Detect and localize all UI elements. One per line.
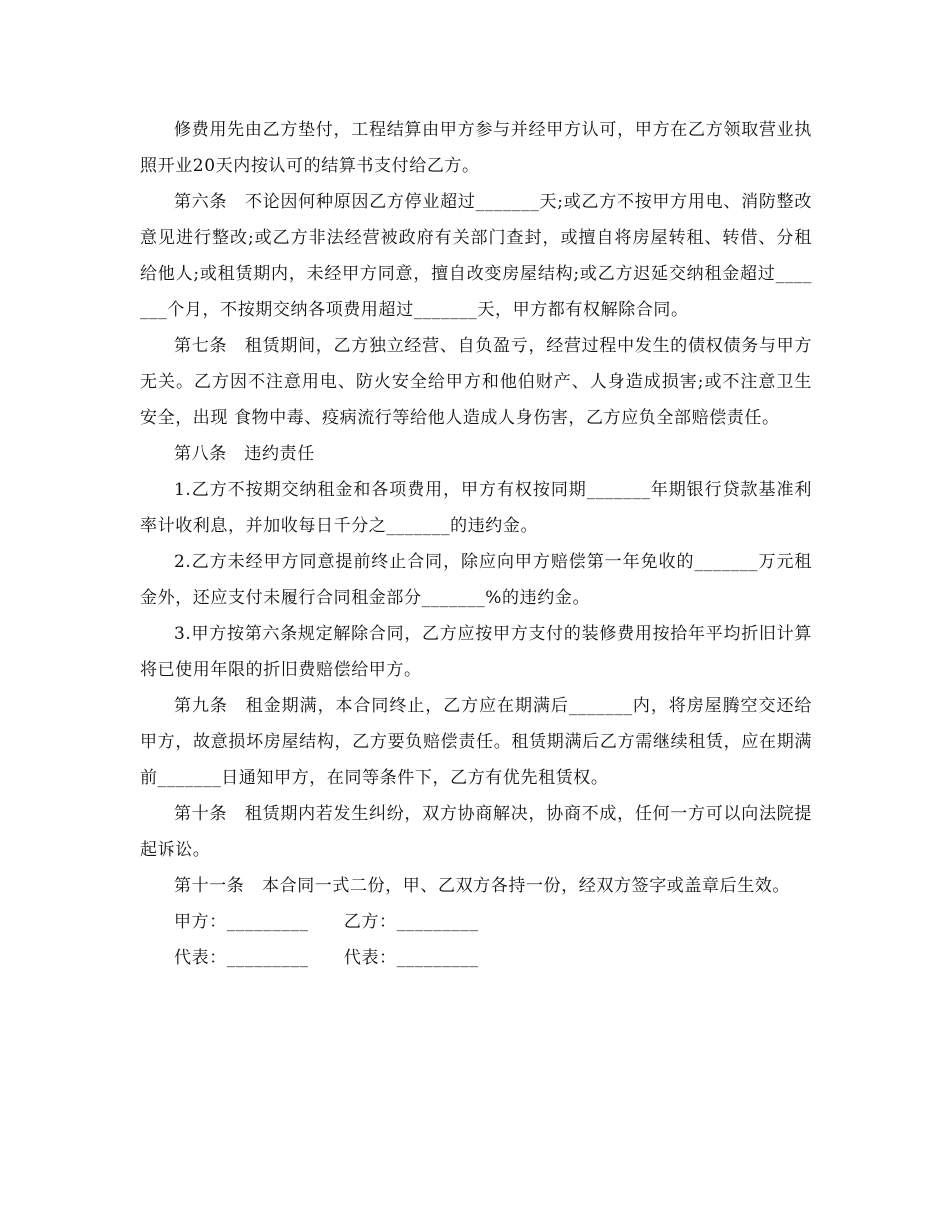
paragraph-article-9: 第九条 租金期满，本合同终止，乙方应在期满后_______内，将房屋腾空交还给甲方，故意损坏房屋结构，乙方要负赔偿责任。租赁期满后乙方需继续租赁，应在期满前_______日通知甲方，在同等条件下，乙方有优先租赁权。 (140, 696, 812, 788)
paragraph-article-8-item-2: 2.乙方未经甲方同意提前终止合同，除应向甲方赔偿第一年免收的_______万元租金外，还应支付未履行合同租金部分_______%的违约金。 (140, 552, 812, 608)
paragraph-article-8-item-3: 3.甲方按第六条规定解除合同，乙方应按甲方支付的装修费用按拾年平均折旧计算将已使用年限的折旧费赔偿给甲方。 (140, 624, 812, 680)
signature-row-parties: 甲方：_________ 乙方：_________ (174, 912, 479, 932)
paragraph-article-11: 第十一条 本合同一式二份，甲、乙双方各持一份，经双方签字或盖章后生效。 (174, 876, 790, 896)
signature-row-representatives: 代表：_________ 代表：_________ (174, 948, 479, 968)
paragraph-article-10: 第十条 租赁期内若发生纠纷，双方协商解决，协商不成，任何一方可以向法院提起诉讼。 (140, 804, 812, 860)
paragraph-decoration-cost: 修费用先由乙方垫付，工程结算由甲方参与并经甲方认可，甲方在乙方领取营业执照开业20天内按认可的结算书支付给乙方。 (140, 120, 812, 176)
paragraph-article-6: 第六条 不论因何种原因乙方停业超过_______天;或乙方不按甲方用电、消防整改意见进行整改;或乙方非法经营被政府有关部门查封，或擅自将房屋转租、转借、分租给他人;或租赁期内，未经甲方同意，擅自改变房屋结构;或乙方迟延交纳租金超过_______个月，不按期交纳各项费用超过_______天，甲方都有权解除合同。 (140, 192, 812, 320)
paragraph-article-8-heading: 第八条 违约责任 (174, 444, 315, 464)
contract-body (140, 112, 812, 976)
paragraph-article-7: 第七条 租赁期间，乙方独立经营、自负盈亏，经营过程中发生的债权债务与甲方无关。乙方因不注意用电、防火安全给甲方和他伯财产、人身造成损害;或不注意卫生安全，出现 食物中毒、疫病流行等给他人造成人身伤害，乙方应负全部赔偿责任。 (140, 336, 812, 428)
paragraph-article-8-item-1: 1.乙方不按期交纳租金和各项费用，甲方有权按同期_______年期银行贷款基准利率计收利息，并加收每日千分之_______的违约金。 (140, 480, 812, 536)
